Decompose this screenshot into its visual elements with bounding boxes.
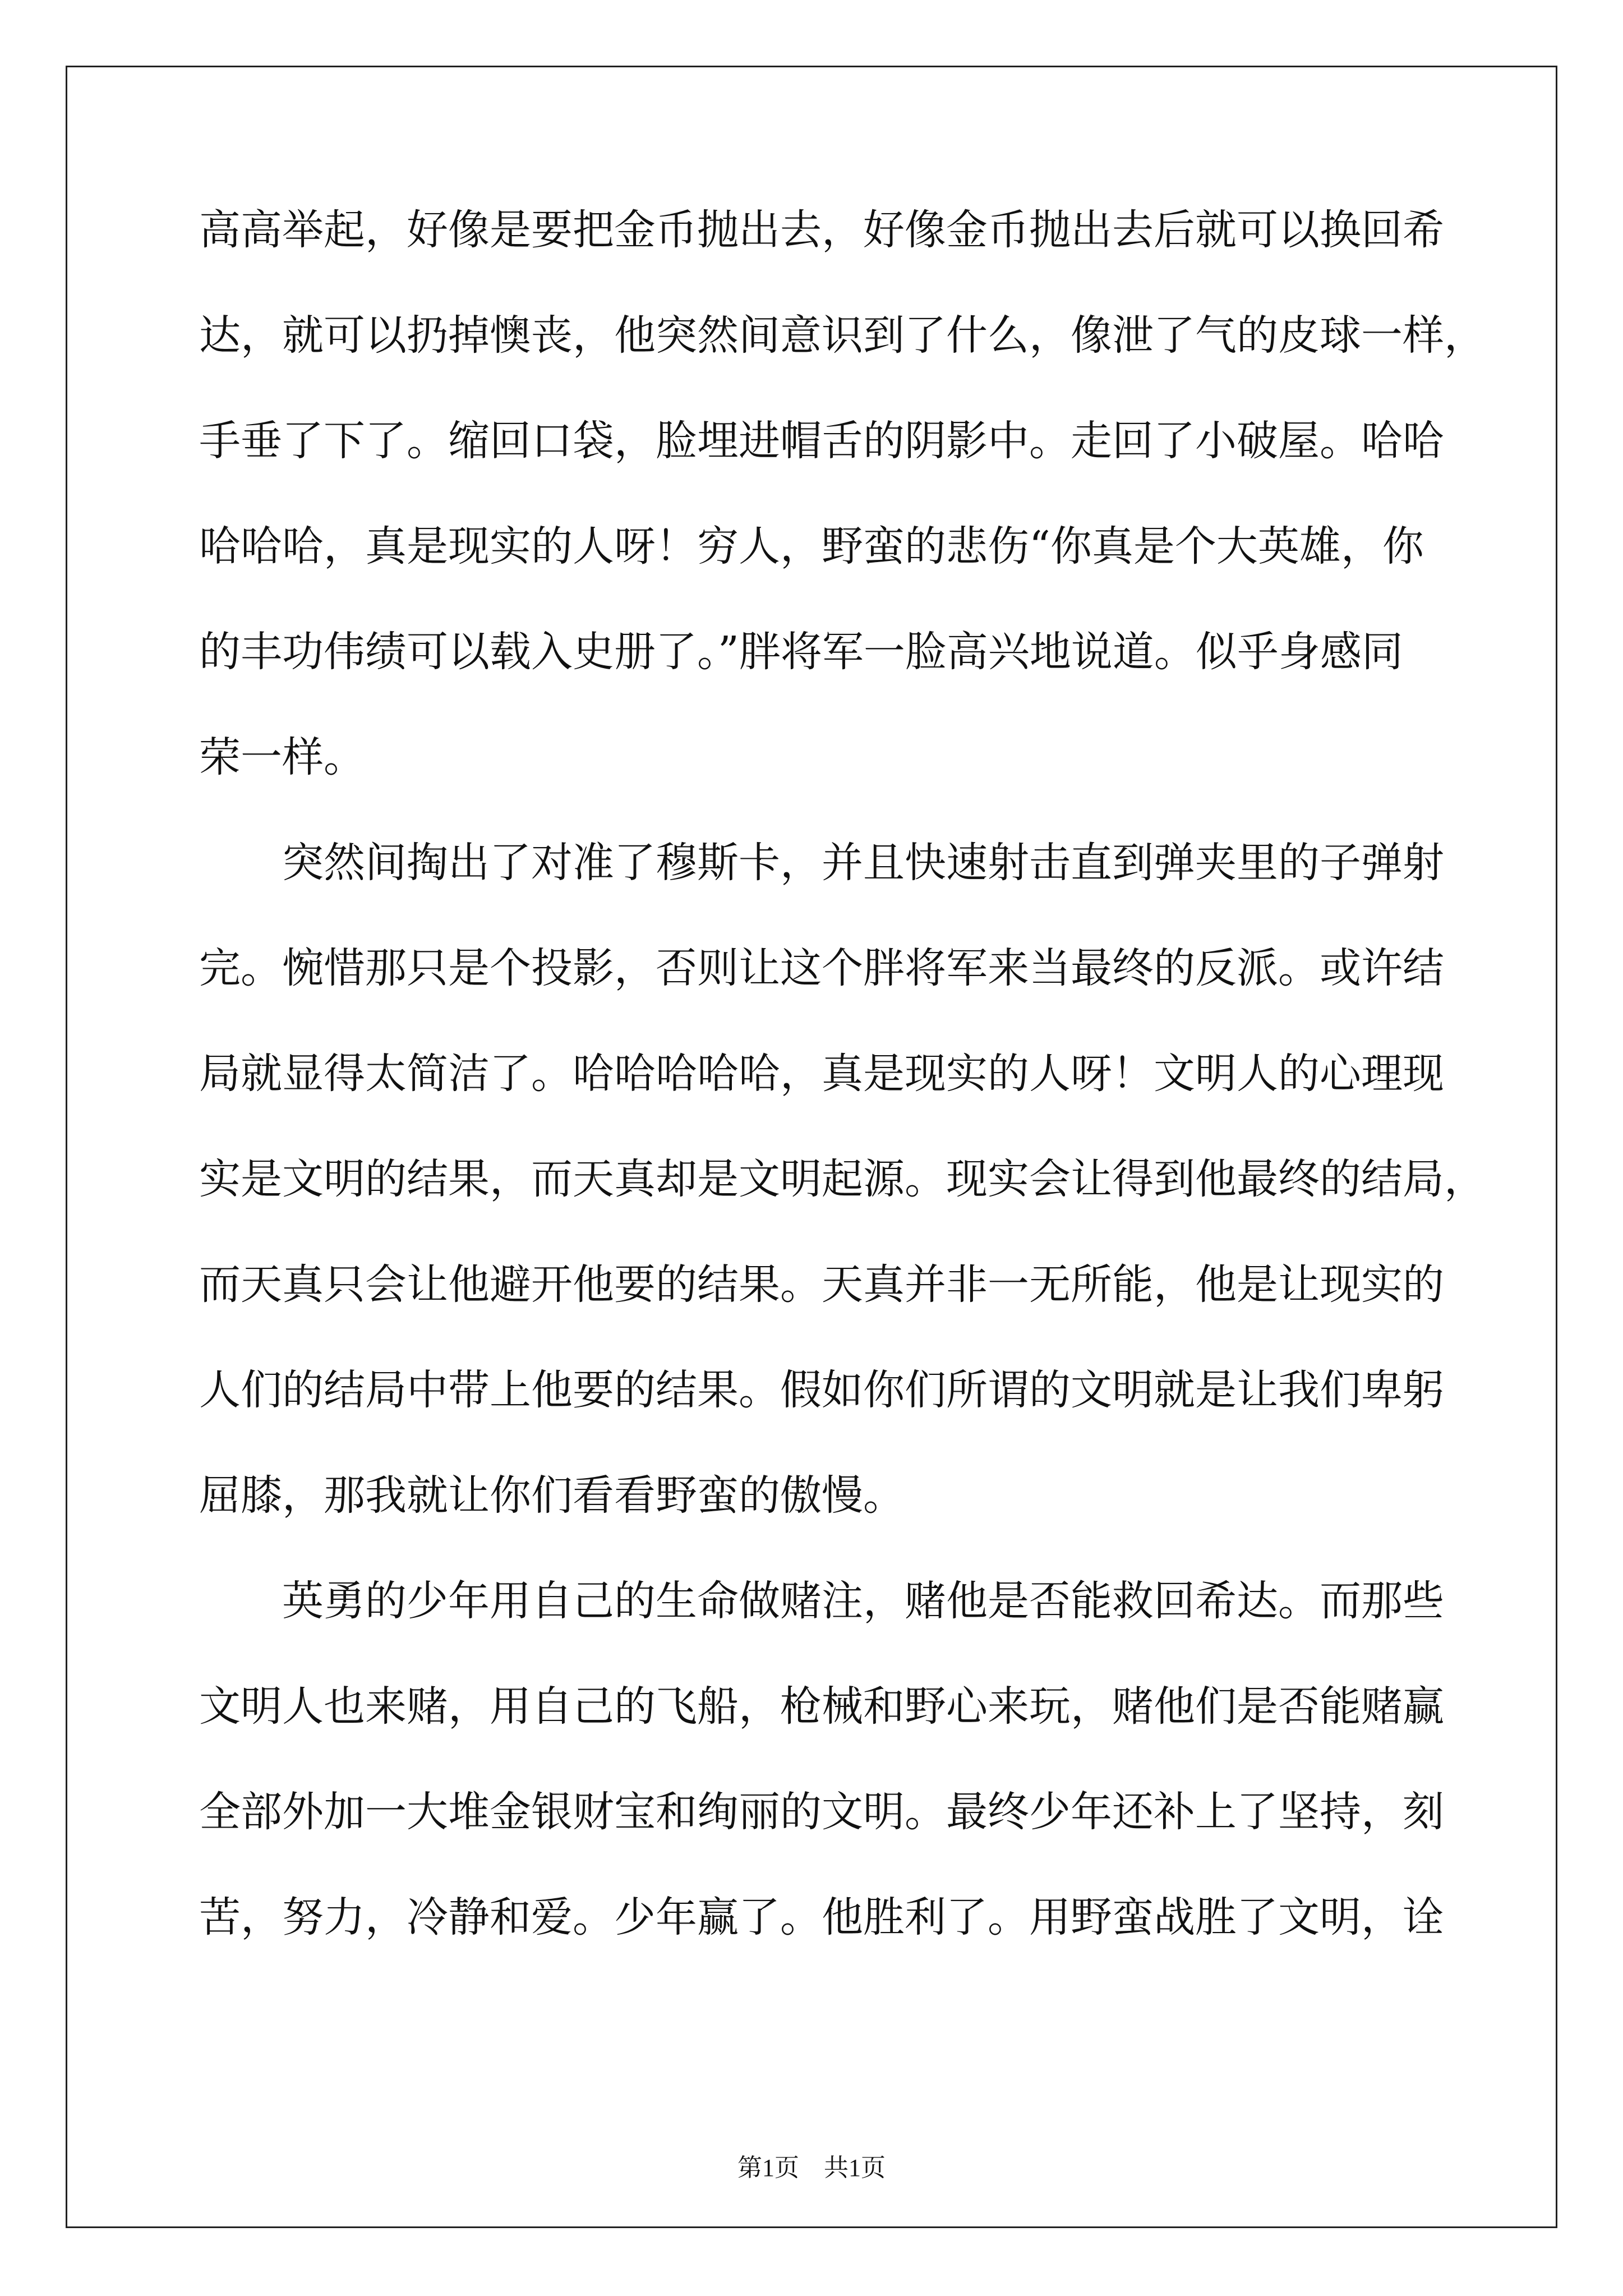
text-line: 突然间掏出了对准了穆斯卡，并且快速射击直到弹夹里的子弹射 xyxy=(199,839,1444,887)
text-line: 手垂了下了。缩回口袋，脸埋进帽舌的阴影中。走回了小破屋。哈哈 xyxy=(199,417,1444,465)
text-line: 苦，努力，冷静和爱。少年赢了。他胜利了。用野蛮战胜了文明，诠 xyxy=(199,1893,1444,1941)
text-line: 高高举起，好像是要把金币抛出去，好像金币抛出去后就可以换回希 xyxy=(199,206,1444,254)
text-line: 文明人也来赌，用自己的飞船，枪械和野心来玩，赌他们是否能赌赢 xyxy=(199,1682,1444,1731)
text-line: 荣一样。 xyxy=(199,733,365,781)
text-line: 达，就可以扔掉懊丧，他突然间意识到了什么，像泄了气的皮球一样， xyxy=(199,311,1486,360)
text-line: 局就显得太简洁了。哈哈哈哈哈，真是现实的人呀！文明人的心理现 xyxy=(199,1050,1444,1098)
page-number-footer: 第1页 共1页 xyxy=(737,2154,886,2182)
text-line: 屈膝，那我就让你们看看野蛮的傲慢。 xyxy=(199,1471,905,1520)
text-line: 完。惋惜那只是个投影，否则让这个胖将军来当最终的反派。或许结 xyxy=(199,944,1444,992)
document-body xyxy=(199,202,1486,1995)
text-line: 的丰功伟绩可以载入史册了。”胖将军一脸高兴地说道。似乎身感同 xyxy=(199,628,1403,676)
text-line: 英勇的少年用自己的生命做赌注，赌他是否能救回希达。而那些 xyxy=(199,1577,1444,1625)
text-line: 实是文明的结果，而天真却是文明起源。现实会让得到他最终的结局， xyxy=(199,1155,1486,1203)
text-line: 全部外加一大堆金银财宝和绚丽的文明。最终少年还补上了坚持，刻 xyxy=(199,1788,1444,1836)
text-line: 而天真只会让他避开他要的结果。天真并非一无所能，他是让现实的 xyxy=(199,1260,1444,1309)
text-line: 人们的结局中带上他要的结果。假如你们所谓的文明就是让我们卑躬 xyxy=(199,1366,1444,1414)
text-line: 哈哈哈，真是现实的人呀！穷人，野蛮的悲伤“你真是个大英雄，你 xyxy=(199,522,1424,570)
